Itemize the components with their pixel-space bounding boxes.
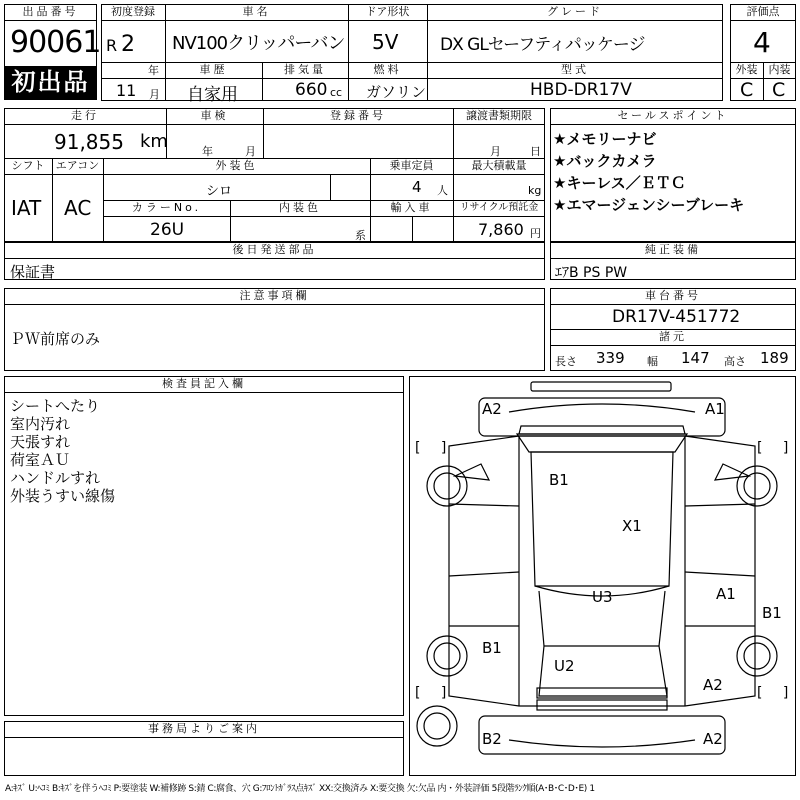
inspector-line-2: 室内汚れ [10, 415, 71, 433]
chassis-label: 車台番号 [645, 289, 701, 302]
damage-mark-b1-left-rear: B1 [482, 639, 502, 657]
score-value: 4 [753, 26, 771, 59]
notes-value: ＰＷ前席のみ [10, 330, 101, 348]
ac-value: AC [64, 196, 92, 220]
grade-value: DX GLセーフティパッケージ [440, 35, 645, 55]
equipment-value: ｴｱB PS PW [555, 265, 628, 281]
shift-label: シフト [11, 159, 45, 172]
max-load-unit: kg [528, 184, 542, 197]
car-name: NV100クリッパーバン [172, 33, 345, 54]
recycle-deposit-label: リサイクル預託金 [459, 202, 539, 213]
car-diagram-icon [409, 376, 796, 776]
damage-mark-u3-roof: U3 [592, 588, 613, 606]
height-label: 高さ [724, 355, 746, 368]
damage-mark-a2-right-rear: A2 [703, 676, 723, 694]
damage-mark-b1-hood: B1 [549, 471, 569, 489]
damage-mark-x1-windshield: X1 [622, 517, 642, 535]
damage-mark-a2-front-left: A2 [482, 400, 502, 418]
right-bracket-mark: [ ] [757, 440, 797, 456]
damage-mark-a1-right-side: A1 [716, 585, 736, 603]
chassis-number: DR17V-451772 [612, 307, 741, 327]
interior-grade: C [772, 79, 786, 101]
right-bottom-bracket-mark: [ ] [757, 685, 797, 701]
fuel-label: 燃料 [373, 63, 402, 76]
inspector-label: 検査員記入欄 [162, 377, 246, 390]
inspector-line-4: 荷室ＡＵ [10, 451, 71, 469]
mileage-value: 91,855 [54, 130, 124, 154]
door-label: ドア形状 [365, 5, 410, 18]
exterior-color-label: 外装色 [215, 159, 258, 172]
capacity-label: 乗車定員 [389, 159, 434, 172]
inspector-line-5: ハンドルすれ [10, 469, 101, 487]
car-name-label: 車名 [242, 5, 271, 18]
selling-point-4: ★エマージェンシーブレーキ [553, 196, 745, 214]
notes-label: 注意事項欄 [239, 289, 310, 302]
interior-color-unit: 系 [355, 229, 366, 242]
selling-point-2: ★バックカメラ [553, 152, 657, 170]
damage-legend: A:ｷｽﾞ U:ﾍｺﾐ B:ｷｽﾞを伴うﾍｺﾐ P:要塗装 W:補修跡 S:錆 C:腐食、穴 G:ﾌﾛﾝﾄｶﾞﾗｽ点ｷｽﾞ XX:交換済み X:要交換 欠:欠品 内・外装評価 5段階ﾗﾝｸ順(A･B･C･D･E) 1 [5, 784, 595, 794]
damage-mark-b1-right-rear: B1 [762, 604, 782, 622]
import-label: 輸入車 [390, 201, 433, 214]
recycle-deposit-unit: 円 [530, 227, 541, 240]
exterior-label: 外装 [735, 63, 758, 76]
mileage-unit: km [140, 131, 168, 152]
left-bottom-bracket-mark: [ ] [415, 685, 455, 701]
model-value: HBD-DR17V [530, 80, 632, 100]
max-load-label: 最大積載量 [471, 159, 527, 172]
later-parts-value: 保証書 [10, 263, 56, 281]
width-value: 147 [681, 349, 710, 367]
capacity-unit: 人 [437, 184, 448, 197]
transfer-deadline-label: 譲渡書類期限 [466, 109, 532, 122]
office-label: 事務局よりご案内 [148, 722, 260, 735]
interior-color-label: 内装色 [279, 201, 321, 214]
inspection-year-unit: 年 [202, 145, 213, 158]
damage-mark-u2-rear: U2 [554, 657, 575, 675]
displacement-label: 排気量 [284, 63, 326, 76]
specs-label: 諸元 [659, 330, 687, 343]
details-box [4, 108, 545, 242]
inspector-line-3: 天張すれ [10, 433, 71, 451]
interior-label: 内装 [768, 63, 791, 76]
displacement-value: 660 [295, 80, 328, 100]
shift-value: IAT [11, 196, 42, 220]
month-unit: 月 [149, 88, 160, 101]
inspection-month-unit: 月 [245, 145, 256, 158]
ac-label: エアコン [55, 159, 100, 172]
inspection-label: 車検 [200, 109, 229, 122]
lot-number: 90061 [10, 25, 101, 60]
equipment-label: 純正装備 [645, 243, 701, 256]
height-value: 189 [760, 349, 789, 367]
damage-mark-b2-rear-bumper-left: B2 [482, 730, 502, 748]
transfer-month-unit: 月 [490, 145, 501, 158]
color-number-label: カラーNo. [131, 201, 202, 214]
inspector-line-6: 外装うすい線傷 [10, 487, 116, 505]
fuel-value: ガソリン [366, 83, 427, 101]
color-number: 26U [150, 220, 185, 240]
history-value: 自家用 [187, 85, 238, 105]
width-label: 幅 [647, 355, 658, 368]
selling-point-3: ★キーレス／ＥＴＣ [553, 174, 686, 192]
grade-label: グレード [547, 5, 603, 18]
score-label: 評価点 [746, 5, 780, 18]
first-registration-label: 初度登録 [111, 5, 155, 18]
inspector-line-1: シートへたり [10, 397, 101, 415]
door-type: 5V [372, 30, 399, 54]
first-listing-badge: 初出品 [5, 66, 96, 99]
transfer-day-unit: 日 [530, 145, 541, 158]
lot-number-label: 出品番号 [22, 5, 79, 18]
model-label: 型式 [561, 63, 589, 76]
era-value: R [106, 36, 118, 55]
year-unit: 年 [148, 64, 159, 77]
mileage-label: 走行 [71, 109, 99, 122]
length-label: 長さ [555, 355, 577, 368]
registration-year: 2 [121, 32, 135, 57]
length-value: 339 [596, 349, 625, 367]
recycle-deposit-value: 7,860 [478, 220, 524, 239]
displacement-unit: cc [330, 86, 343, 99]
registration-number-label: 登録番号 [330, 109, 386, 122]
later-parts-label: 後日発送部品 [232, 243, 317, 256]
exterior-grade: C [740, 79, 754, 101]
capacity-value: 4 [412, 178, 422, 196]
exterior-color: シロ [206, 184, 233, 199]
damage-mark-a2-rear-bumper-right: A2 [703, 730, 723, 748]
left-bracket-mark: [ ] [415, 440, 455, 456]
history-label: 車歴 [199, 63, 228, 76]
damage-mark-a1-front-right: A1 [705, 400, 725, 418]
selling-points-label: セールスポイント [617, 109, 729, 122]
registration-month: 11 [116, 81, 137, 100]
selling-point-1: ★メモリーナビ [553, 130, 657, 148]
